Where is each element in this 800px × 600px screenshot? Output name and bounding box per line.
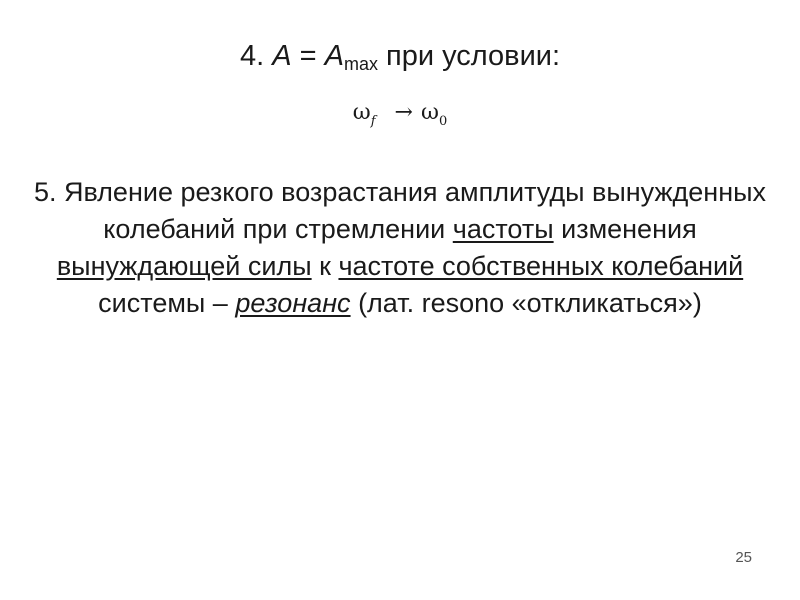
line-4-end: (лат. resono «откликаться»): [350, 288, 702, 318]
definition-line-3: [0, 248, 800, 285]
condition-text: при условии:: [386, 40, 561, 72]
definition-line-1: 5. Явление резкого возрастания амплитуды вынужденных: [33, 177, 767, 207]
omega-symbol: ω: [352, 100, 371, 125]
line-4-start: системы –: [98, 288, 236, 318]
resonance-condition: [0, 38, 800, 82]
frequency-formula: [0, 98, 800, 137]
item-number-4: 4.: [239, 40, 265, 72]
natural-frequency-term: частоте собственных колебаний: [338, 251, 744, 281]
zero-subscript: 0: [438, 114, 448, 129]
resonance-definition: [0, 174, 800, 322]
line-3-mid: к: [311, 251, 339, 281]
definition-line-2: [0, 211, 800, 248]
resonance-term: резонанс: [235, 288, 351, 318]
equals-sign: =: [299, 40, 317, 72]
max-amplitude-symbol: A: [324, 40, 344, 72]
max-subscript: max: [343, 54, 378, 74]
line-2-end: изменения: [553, 214, 697, 244]
page-number: 25: [735, 549, 752, 566]
definition-line-4: [0, 285, 800, 322]
f-subscript: f: [370, 114, 376, 129]
frequency-term: частоты: [452, 214, 554, 244]
driving-force-term: вынуждающей силы: [56, 251, 312, 281]
right-arrow-icon: →: [394, 100, 413, 125]
omega-zero-symbol: ω: [420, 100, 439, 125]
amplitude-symbol: A: [272, 40, 292, 72]
line-2-start: колебаний при стремлении: [103, 214, 453, 244]
